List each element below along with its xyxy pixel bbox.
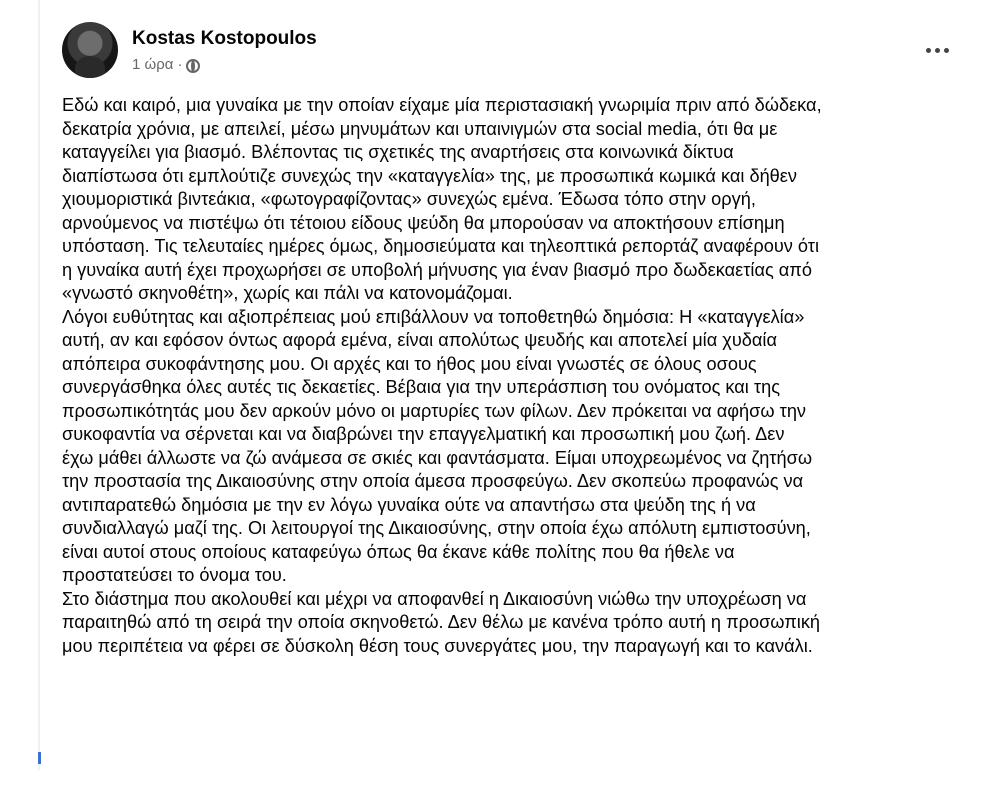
- more-dot: [926, 48, 931, 53]
- post-text: [62, 94, 972, 658]
- left-border-accent: [38, 752, 41, 764]
- meta-separator: ·: [177, 56, 183, 73]
- post-timestamp[interactable]: 1 ώρα: [132, 56, 174, 73]
- author-avatar[interactable]: [62, 22, 118, 78]
- left-border: [38, 0, 40, 770]
- globe-icon: [186, 59, 200, 73]
- post-paragraph: Εδώ και καιρό, μια γυναίκα με την οποίαν είχαμε μία περιστασιακή γνωριμία πριν από δώδεκα, δεκατρία χρόνια, με απειλεί, μέσω μηνυμάτων και υπαινιγμών στα social media, ότι θα με καταγγείλει για βιασμό. Βλέποντας τις σχετικές της αναρτήσεις στα κοινωνικά δίκτυα διαπίστωσα ότι εμπλούτιζε συνεχώς την «καταγγελία» της, με προσωπικά κωμικά και δήθεν χιουμοριστικά βιντεάκια, «φωτογραφίζοντας» συνεχώς εμένα. Έδωσα τόπο στην οργή, αρνούμενος να πιστέψω ότι τέτοιου είδους ψεύδη θα μπορούσαν να αποκτήσουν επίσημη υπόσταση. Τις τελευταίες ημέρες όμως, δημοσιεύματα και τηλεοπτικά ρεπορτάζ αναφέρουν ότι η γυναίκα αυτή έχει προχωρήσει σε υποβολή μήνυσης για έναν βιασμό προ δωδεκαετίας από «γνωστό σκηνοθέτη», χωρίς και πάλι να κατονομάζομαι.: [62, 95, 822, 303]
- post-paragraph: Στο διάστημα που ακολουθεί και μέχρι να αποφανθεί η Δικαιοσύνη νιώθω την υποχρέωση να παραιτηθώ από τη σειρά την οποία σκηνοθετώ. Δεν θέλω με κανένα τρόπο αυτή η προσωπική μου περιπέτεια να φέρει σε δύσκολη θέση τους συνεργάτες μου, την παραγωγή και το κανάλι.: [62, 588, 821, 656]
- post-paragraph: Λόγοι ευθύτητας και αξιοπρέπειας μού επιβάλλουν να τοποθετηθώ δημόσια: Η «καταγγελία» αυτή, αν και εφόσον όντως αφορά εμένα, είναι απολύτως ψευδής και αποτελεί μία χυδαία απόπειρα συκοφάντησης μου. Οι αρχές και το ήθος μου είναι γνωστές σε όλους οσους συνεργάσθηκα όλες αυτές τις δεκαετίες. Βέβαια για την υπεράσπιση του ονόματος και της προσωπικότητάς μου δεν αρκούν μόνο οι μαρτυρίες των φίλων. Δεν πρόκειται να αφήσω την συκοφαντία να σέρνεται και να διαβρώνει την επαγγελματική και προσωπική μου ζωή. Δεν έχω μάθει άλλωστε να ζώ ανάμεσα σε σκιές και φαντάσματα. Είμαι υποχρεωμένος να ζητήσω την προστασία της Δικαιοσύνης στην οποία άμεσα προσφεύγω. Δεν σκοπεύω προφανώς να αντιπαρατεθώ δημόσια με την εν λόγω γυναίκα ούτε να απαντήσω στα ψεύδη της ή να συνδιαλλαγώ μαζί της. Οι λειτουργοί της Δικαιοσύνης, στην οποία έχω απόλυτη εμπιστοσύνη, είναι αυτοί στους οποίους καταφεύγω όπως θα έκανε κάθε πολίτης που θα ήθελε να προστατεύσει το όνομα του.: [62, 306, 813, 585]
- more-dot: [935, 48, 940, 53]
- post-header: [62, 18, 982, 82]
- post-meta: [132, 56, 200, 73]
- more-dot: [944, 48, 949, 53]
- more-options-icon[interactable]: [920, 40, 954, 60]
- author-name[interactable]: Kostas Kostopoulos: [132, 28, 317, 49]
